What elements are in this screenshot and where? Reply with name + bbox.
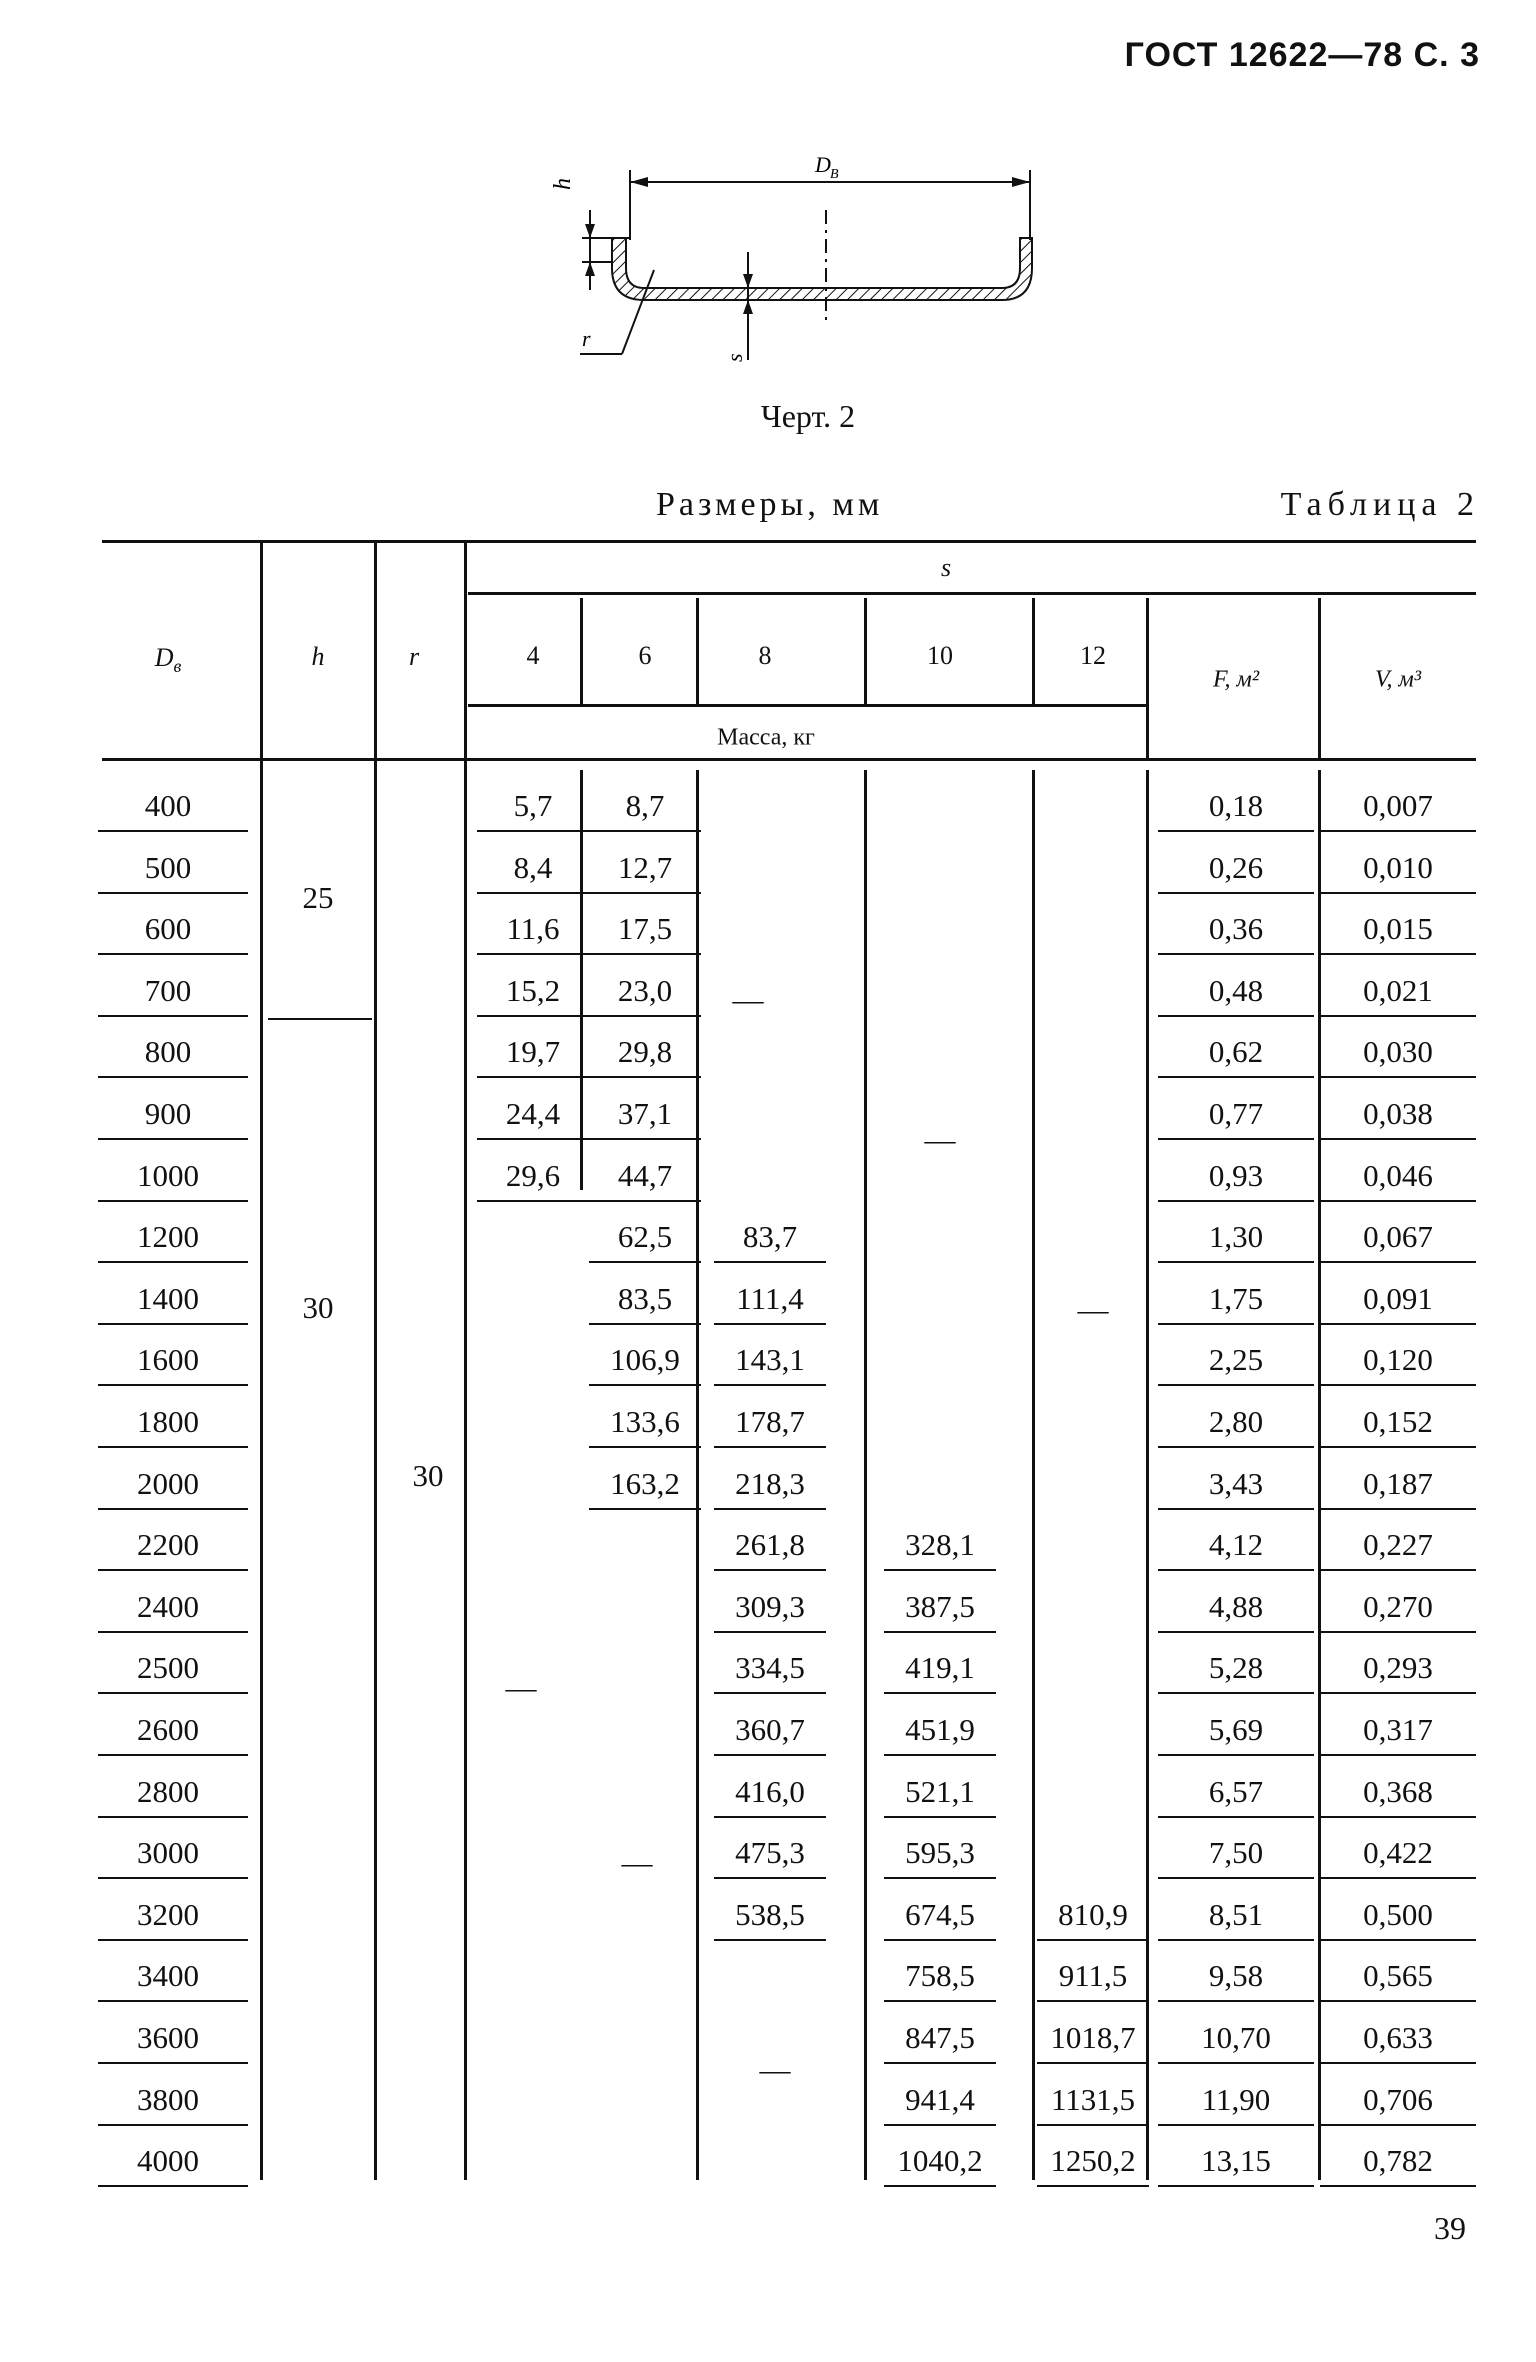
divider-s12-F bbox=[1146, 770, 1149, 2180]
cell-underline bbox=[1158, 1754, 1314, 1756]
cell-area-F: 2,25 bbox=[1208, 1342, 1264, 1378]
col-header-mass: Масса, кг bbox=[717, 724, 815, 751]
cell-area-F: 5,28 bbox=[1208, 1650, 1264, 1686]
height-label: h bbox=[550, 178, 576, 190]
table-number-title: Таблица 2 bbox=[1280, 486, 1480, 523]
cell-mass-s6: 133,6 bbox=[610, 1404, 680, 1439]
cell-area-F: 0,48 bbox=[1208, 972, 1264, 1008]
cell-underline bbox=[589, 953, 701, 955]
cell-underline bbox=[1158, 1692, 1314, 1694]
cell-underline bbox=[1320, 2062, 1476, 2064]
cell-underline bbox=[1158, 1076, 1314, 1078]
cell-underline bbox=[1158, 1631, 1314, 1633]
cell-underline bbox=[714, 1631, 826, 1633]
cell-underline bbox=[714, 1939, 826, 1941]
cell-underline bbox=[1320, 1446, 1476, 1448]
radius-label: r bbox=[582, 326, 591, 351]
row-underline bbox=[98, 1323, 248, 1325]
cell-area-F: 2,80 bbox=[1208, 1404, 1264, 1439]
cell-mass-s12: 810,9 bbox=[1058, 1896, 1128, 1932]
row-underline bbox=[98, 1877, 248, 1879]
divider-s4-s6 bbox=[580, 598, 583, 704]
cell-dv: 2500 bbox=[137, 1650, 199, 1686]
cell-dv: 3800 bbox=[137, 2081, 199, 2117]
cell-mass-s8: 360,7 bbox=[735, 1712, 805, 1747]
cell-underline bbox=[1158, 1939, 1314, 1941]
col-header-h: h bbox=[311, 642, 325, 671]
cell-underline bbox=[1320, 1076, 1476, 1078]
cell-mass-s6: 29,8 bbox=[617, 1034, 673, 1070]
cell-underline bbox=[477, 1076, 589, 1078]
cell-volume-V: 0,270 bbox=[1363, 1588, 1433, 1624]
cell-mass-s6: 163,2 bbox=[610, 1465, 680, 1501]
cell-mass-s8: 538,5 bbox=[735, 1896, 805, 1932]
divider-s8-s10 bbox=[864, 598, 867, 704]
row-underline bbox=[98, 1076, 248, 1078]
cell-underline bbox=[1037, 1939, 1149, 1941]
page-number: 39 bbox=[1434, 2210, 1466, 2246]
cell-underline bbox=[1320, 1754, 1476, 1756]
cell-underline bbox=[1158, 1384, 1314, 1386]
col-header-s-4: 4 bbox=[526, 641, 540, 670]
cell-mass-s10: 847,5 bbox=[905, 2020, 975, 2055]
cell-area-F: 5,69 bbox=[1208, 1712, 1264, 1747]
row-underline bbox=[98, 1446, 248, 1448]
cell-underline bbox=[589, 1384, 701, 1386]
cell-underline bbox=[884, 1692, 996, 1694]
row-underline bbox=[98, 2124, 248, 2126]
cell-mass-s8: 111,4 bbox=[736, 1280, 804, 1316]
cell-volume-V: 0,782 bbox=[1363, 2143, 1433, 2179]
cell-volume-V: 0,633 bbox=[1363, 2020, 1433, 2055]
cell-mass-s10: 595,3 bbox=[905, 1835, 975, 1871]
col-header-r: r bbox=[408, 642, 420, 671]
cell-volume-V: 0,293 bbox=[1363, 1650, 1433, 1686]
cell-area-F: 4,12 bbox=[1208, 1527, 1264, 1563]
cell-volume-V: 0,091 bbox=[1363, 1280, 1433, 1316]
row-underline bbox=[98, 1015, 248, 1017]
cell-underline bbox=[714, 1877, 826, 1879]
row-underline bbox=[98, 1692, 248, 1694]
cell-underline bbox=[884, 1939, 996, 1941]
cell-dv: 3000 bbox=[137, 1835, 199, 1871]
cell-mass-s8: 83,7 bbox=[742, 1219, 798, 1255]
cell-volume-V: 0,010 bbox=[1363, 849, 1433, 885]
cell-mass-s8: 416,0 bbox=[735, 1773, 805, 1809]
cell-underline bbox=[1320, 1323, 1476, 1325]
divider-s8-s10 bbox=[864, 770, 867, 2180]
cell-underline bbox=[477, 1200, 589, 1202]
col-header-F: F, м² bbox=[1212, 666, 1260, 693]
cell-dv: 2600 bbox=[137, 1712, 199, 1747]
cell-underline bbox=[1320, 1877, 1476, 1879]
cell-underline bbox=[1320, 892, 1476, 894]
divider-s6-s8 bbox=[696, 598, 699, 704]
row-underline bbox=[98, 1754, 248, 1756]
cell-underline bbox=[1158, 1816, 1314, 1818]
cell-mass-s4: 11,6 bbox=[506, 911, 560, 947]
cell-underline bbox=[714, 1816, 826, 1818]
cell-mass-s10: 674,5 bbox=[905, 1896, 975, 1932]
cell-underline bbox=[1158, 1261, 1314, 1263]
row-underline bbox=[98, 1816, 248, 1818]
cell-mass-s4: 24,4 bbox=[505, 1096, 561, 1131]
cell-mass-s4: 19,7 bbox=[505, 1034, 561, 1070]
divider-F-V bbox=[1318, 598, 1321, 758]
col-header-s-10: 10 bbox=[927, 641, 953, 670]
empty-dash: — bbox=[621, 1845, 653, 1880]
cell-underline bbox=[589, 1508, 701, 1510]
cell-dv: 1800 bbox=[137, 1404, 199, 1439]
cell-area-F: 8,51 bbox=[1208, 1896, 1264, 1932]
cell-underline bbox=[589, 1015, 701, 1017]
cell-dv: 4000 bbox=[137, 2143, 199, 2179]
cell-underline bbox=[1158, 1200, 1314, 1202]
cell-underline bbox=[1320, 1816, 1476, 1818]
cell-mass-s8: 261,8 bbox=[735, 1527, 805, 1563]
row-underline bbox=[98, 1384, 248, 1386]
cell-r-value: 30 bbox=[412, 1458, 444, 1493]
cell-dv: 900 bbox=[144, 1096, 192, 1131]
cell-area-F: 11,90 bbox=[1201, 2081, 1271, 2117]
cell-underline bbox=[1158, 1446, 1314, 1448]
cell-mass-s10: 451,9 bbox=[905, 1712, 975, 1747]
row-underline bbox=[98, 1508, 248, 1510]
cell-dv: 3200 bbox=[137, 1896, 199, 1932]
cell-dv: 2000 bbox=[137, 1465, 199, 1501]
cell-underline bbox=[1037, 2000, 1149, 2002]
row-underline bbox=[98, 953, 248, 955]
cell-mass-s6: 12,7 bbox=[617, 849, 673, 885]
cell-underline bbox=[884, 2062, 996, 2064]
row-underline bbox=[98, 2185, 248, 2187]
cell-h-group: 25 bbox=[302, 880, 334, 916]
cell-mass-s10: 387,5 bbox=[905, 1588, 975, 1624]
cell-dv: 1400 bbox=[137, 1280, 199, 1316]
cell-dv: 3400 bbox=[137, 1958, 199, 1994]
cell-volume-V: 0,500 bbox=[1363, 1896, 1433, 1932]
cell-underline bbox=[714, 1323, 826, 1325]
cell-underline bbox=[1158, 2124, 1314, 2126]
h-group-divider bbox=[268, 1018, 372, 1020]
cell-volume-V: 0,422 bbox=[1363, 1835, 1433, 1871]
cell-mass-s6: 44,7 bbox=[617, 1157, 673, 1193]
divider-dv-h bbox=[260, 540, 263, 2180]
cell-underline bbox=[714, 1692, 826, 1694]
empty-dash: — bbox=[505, 1670, 537, 1705]
table-units-title: Размеры, мм bbox=[656, 486, 884, 523]
col-header-V: V, м³ bbox=[1374, 666, 1422, 693]
cell-underline bbox=[884, 1569, 996, 1571]
cell-underline bbox=[477, 1015, 589, 1017]
cell-underline bbox=[1158, 1138, 1314, 1140]
divider-r-s bbox=[464, 540, 467, 2180]
cell-dv: 400 bbox=[144, 788, 192, 823]
cell-mass-s4: 8,4 bbox=[513, 849, 553, 885]
cell-underline bbox=[1320, 1939, 1476, 1941]
cell-mass-s4: 15,2 bbox=[505, 972, 561, 1008]
cell-dv: 2800 bbox=[137, 1773, 199, 1809]
divider-s6-s8 bbox=[696, 770, 699, 2180]
cell-dv: 600 bbox=[144, 911, 192, 947]
cell-mass-s12: 1018,7 bbox=[1050, 2020, 1136, 2055]
cell-underline bbox=[1320, 2000, 1476, 2002]
row-underline bbox=[98, 830, 248, 832]
cell-area-F: 0,26 bbox=[1208, 849, 1264, 885]
cell-underline bbox=[1037, 2124, 1149, 2126]
cell-dv: 1600 bbox=[137, 1342, 199, 1378]
diameter-label: D bbox=[815, 152, 831, 177]
cell-underline bbox=[884, 2000, 996, 2002]
cell-dv: 3600 bbox=[137, 2020, 199, 2055]
cell-underline bbox=[714, 1261, 826, 1263]
cell-area-F: 0,77 bbox=[1208, 1096, 1264, 1131]
cell-area-F: 0,62 bbox=[1208, 1034, 1264, 1070]
cell-underline bbox=[1158, 830, 1314, 832]
cell-volume-V: 0,706 bbox=[1363, 2081, 1433, 2117]
cell-underline bbox=[1320, 1508, 1476, 1510]
cell-underline bbox=[1158, 1015, 1314, 1017]
divider-s10-s12 bbox=[1032, 770, 1035, 2180]
cell-mass-s10: 328,1 bbox=[905, 1527, 975, 1563]
cell-underline bbox=[589, 892, 701, 894]
cell-volume-V: 0,038 bbox=[1363, 1096, 1433, 1131]
cell-mass-s8: 218,3 bbox=[735, 1465, 805, 1501]
cell-volume-V: 0,152 bbox=[1363, 1404, 1433, 1439]
header-s-rule bbox=[468, 592, 1476, 595]
row-underline bbox=[98, 1200, 248, 1202]
col-header-s-6: 6 bbox=[638, 641, 652, 670]
head-section-drawing bbox=[520, 140, 1060, 380]
cell-underline bbox=[714, 1446, 826, 1448]
cell-volume-V: 0,120 bbox=[1363, 1342, 1433, 1378]
cell-underline bbox=[1320, 1631, 1476, 1633]
cell-mass-s12: 911,5 bbox=[1058, 1958, 1128, 1994]
cell-underline bbox=[884, 2124, 996, 2126]
cell-volume-V: 0,317 bbox=[1363, 1712, 1433, 1747]
row-underline bbox=[98, 2000, 248, 2002]
cell-underline bbox=[714, 1754, 826, 1756]
cell-volume-V: 0,067 bbox=[1363, 1219, 1433, 1255]
empty-dash: — bbox=[924, 1122, 956, 1157]
cell-underline bbox=[884, 1631, 996, 1633]
cell-underline bbox=[589, 1076, 701, 1078]
row-underline bbox=[98, 1569, 248, 1571]
cell-underline bbox=[589, 1200, 701, 1202]
cell-area-F: 1,75 bbox=[1208, 1280, 1264, 1316]
cell-underline bbox=[1158, 2185, 1314, 2187]
cell-volume-V: 0,021 bbox=[1363, 972, 1433, 1008]
cell-volume-V: 0,030 bbox=[1363, 1034, 1433, 1070]
divider-s10-s12 bbox=[1032, 598, 1035, 704]
cell-h-group: 30 bbox=[302, 1289, 334, 1325]
cell-underline bbox=[1320, 2185, 1476, 2187]
cell-underline bbox=[1320, 1015, 1476, 1017]
cell-underline bbox=[477, 1138, 589, 1140]
cell-underline bbox=[714, 1569, 826, 1571]
cell-underline bbox=[1158, 892, 1314, 894]
cell-underline bbox=[1320, 830, 1476, 832]
cell-volume-V: 0,015 bbox=[1363, 911, 1433, 947]
cell-volume-V: 0,227 bbox=[1363, 1527, 1433, 1563]
cell-mass-s4: 5,7 bbox=[513, 788, 553, 823]
divider-h-r bbox=[374, 540, 377, 2180]
row-underline bbox=[98, 2062, 248, 2064]
row-underline bbox=[98, 1261, 248, 1263]
cell-area-F: 0,36 bbox=[1208, 911, 1264, 947]
cell-underline bbox=[1320, 1200, 1476, 1202]
cell-underline bbox=[1320, 2124, 1476, 2126]
cell-underline bbox=[1320, 1261, 1476, 1263]
row-underline bbox=[98, 1138, 248, 1140]
cell-underline bbox=[589, 1138, 701, 1140]
cell-mass-s8: 309,3 bbox=[735, 1588, 805, 1624]
row-underline bbox=[98, 1631, 248, 1633]
empty-dash: — bbox=[1077, 1292, 1109, 1327]
cell-area-F: 6,57 bbox=[1208, 1773, 1264, 1809]
cell-mass-s8: 143,1 bbox=[735, 1342, 805, 1378]
cell-dv: 700 bbox=[144, 972, 192, 1008]
cell-underline bbox=[1320, 1692, 1476, 1694]
cell-area-F: 4,88 bbox=[1208, 1588, 1264, 1624]
col-header-dv: $D_в$ bbox=[154, 642, 182, 677]
cell-mass-s6: 17,5 bbox=[617, 911, 673, 947]
cell-volume-V: 0,565 bbox=[1363, 1958, 1433, 1994]
cell-area-F: 13,15 bbox=[1201, 2143, 1271, 2179]
cell-area-F: 7,50 bbox=[1208, 1835, 1264, 1871]
empty-dash: — bbox=[759, 2052, 791, 2087]
divider-s12-F bbox=[1146, 598, 1149, 758]
divider-s4-s6 bbox=[580, 770, 583, 1190]
cell-area-F: 9,58 bbox=[1208, 1958, 1264, 1994]
cell-underline bbox=[1158, 2062, 1314, 2064]
cell-dv: 500 bbox=[144, 849, 192, 885]
row-underline bbox=[98, 1939, 248, 1941]
cell-underline bbox=[477, 830, 589, 832]
cell-underline bbox=[477, 892, 589, 894]
cell-mass-s10: 1040,2 bbox=[897, 2143, 983, 2179]
cell-underline bbox=[884, 1877, 996, 1879]
cell-area-F: 10,70 bbox=[1201, 2020, 1271, 2055]
row-underline bbox=[98, 892, 248, 894]
cell-underline bbox=[1158, 1877, 1314, 1879]
cell-area-F: 0,18 bbox=[1208, 788, 1264, 823]
cell-area-F: 0,93 bbox=[1208, 1157, 1264, 1193]
cell-mass-s12: 1250,2 bbox=[1050, 2143, 1136, 2179]
empty-dash: — bbox=[732, 982, 764, 1017]
cell-dv: 1000 bbox=[137, 1157, 199, 1193]
cell-underline bbox=[884, 1754, 996, 1756]
cell-underline bbox=[1037, 2185, 1149, 2187]
cell-volume-V: 0,368 bbox=[1363, 1773, 1433, 1809]
cell-mass-s10: 941,4 bbox=[905, 2081, 975, 2117]
cell-mass-s6: 83,5 bbox=[617, 1280, 673, 1316]
col-header-s-12: 12 bbox=[1080, 641, 1106, 670]
cell-underline bbox=[714, 1508, 826, 1510]
header-mass-rule bbox=[468, 704, 1146, 707]
cell-underline bbox=[1158, 1323, 1314, 1325]
cell-volume-V: 0,046 bbox=[1363, 1157, 1433, 1193]
cell-dv: 2200 bbox=[137, 1527, 199, 1563]
drawing-caption: Черт. 2 bbox=[760, 398, 856, 434]
cell-mass-s8: 178,7 bbox=[735, 1404, 805, 1439]
header-bottom-rule bbox=[102, 758, 1476, 761]
cell-underline bbox=[884, 2185, 996, 2187]
thickness-label: s bbox=[722, 353, 747, 362]
cell-underline bbox=[477, 953, 589, 955]
page-header: ГОСТ 12622—78 С. 3 bbox=[1124, 36, 1480, 74]
cell-mass-s6: 8,7 bbox=[625, 788, 665, 823]
cell-underline bbox=[1320, 1384, 1476, 1386]
cell-underline bbox=[589, 1323, 701, 1325]
cell-mass-s6: 23,0 bbox=[617, 972, 673, 1008]
cell-mass-s10: 419,1 bbox=[905, 1650, 975, 1686]
cell-dv: 800 bbox=[144, 1034, 192, 1070]
cell-dv: 2400 bbox=[137, 1588, 199, 1624]
cell-underline bbox=[589, 830, 701, 832]
col-header-s: s bbox=[940, 553, 952, 582]
cell-underline bbox=[1158, 2000, 1314, 2002]
cell-mass-s10: 521,1 bbox=[905, 1773, 975, 1809]
cell-underline bbox=[884, 1816, 996, 1818]
cell-underline bbox=[1158, 953, 1314, 955]
cell-underline bbox=[1320, 1569, 1476, 1571]
cell-mass-s4: 29,6 bbox=[505, 1157, 561, 1193]
table-top-rule bbox=[102, 540, 1476, 543]
col-header-s-8: 8 bbox=[758, 641, 772, 670]
cell-underline bbox=[1037, 2062, 1149, 2064]
cell-underline bbox=[589, 1446, 701, 1448]
cell-mass-s6: 37,1 bbox=[617, 1096, 673, 1131]
cell-area-F: 1,30 bbox=[1208, 1219, 1264, 1255]
cell-dv: 1200 bbox=[137, 1219, 199, 1255]
cell-mass-s10: 758,5 bbox=[905, 1958, 975, 1994]
cell-underline bbox=[1158, 1569, 1314, 1571]
diameter-label-sub: В bbox=[830, 167, 839, 182]
cell-underline bbox=[1320, 1138, 1476, 1140]
divider-F-V bbox=[1318, 770, 1321, 2180]
cell-volume-V: 0,187 bbox=[1363, 1465, 1433, 1501]
cell-volume-V: 0,007 bbox=[1363, 788, 1433, 823]
cell-mass-s8: 475,3 bbox=[735, 1835, 805, 1871]
cell-mass-s12: 1131,5 bbox=[1050, 2081, 1136, 2117]
cell-underline bbox=[1320, 953, 1476, 955]
cell-underline bbox=[1158, 1508, 1314, 1510]
cell-mass-s6: 106,9 bbox=[610, 1342, 680, 1378]
cell-mass-s6: 62,5 bbox=[617, 1219, 673, 1255]
cell-mass-s8: 334,5 bbox=[735, 1650, 805, 1686]
cell-underline bbox=[714, 1384, 826, 1386]
cell-underline bbox=[589, 1261, 701, 1263]
cell-area-F: 3,43 bbox=[1208, 1465, 1264, 1501]
